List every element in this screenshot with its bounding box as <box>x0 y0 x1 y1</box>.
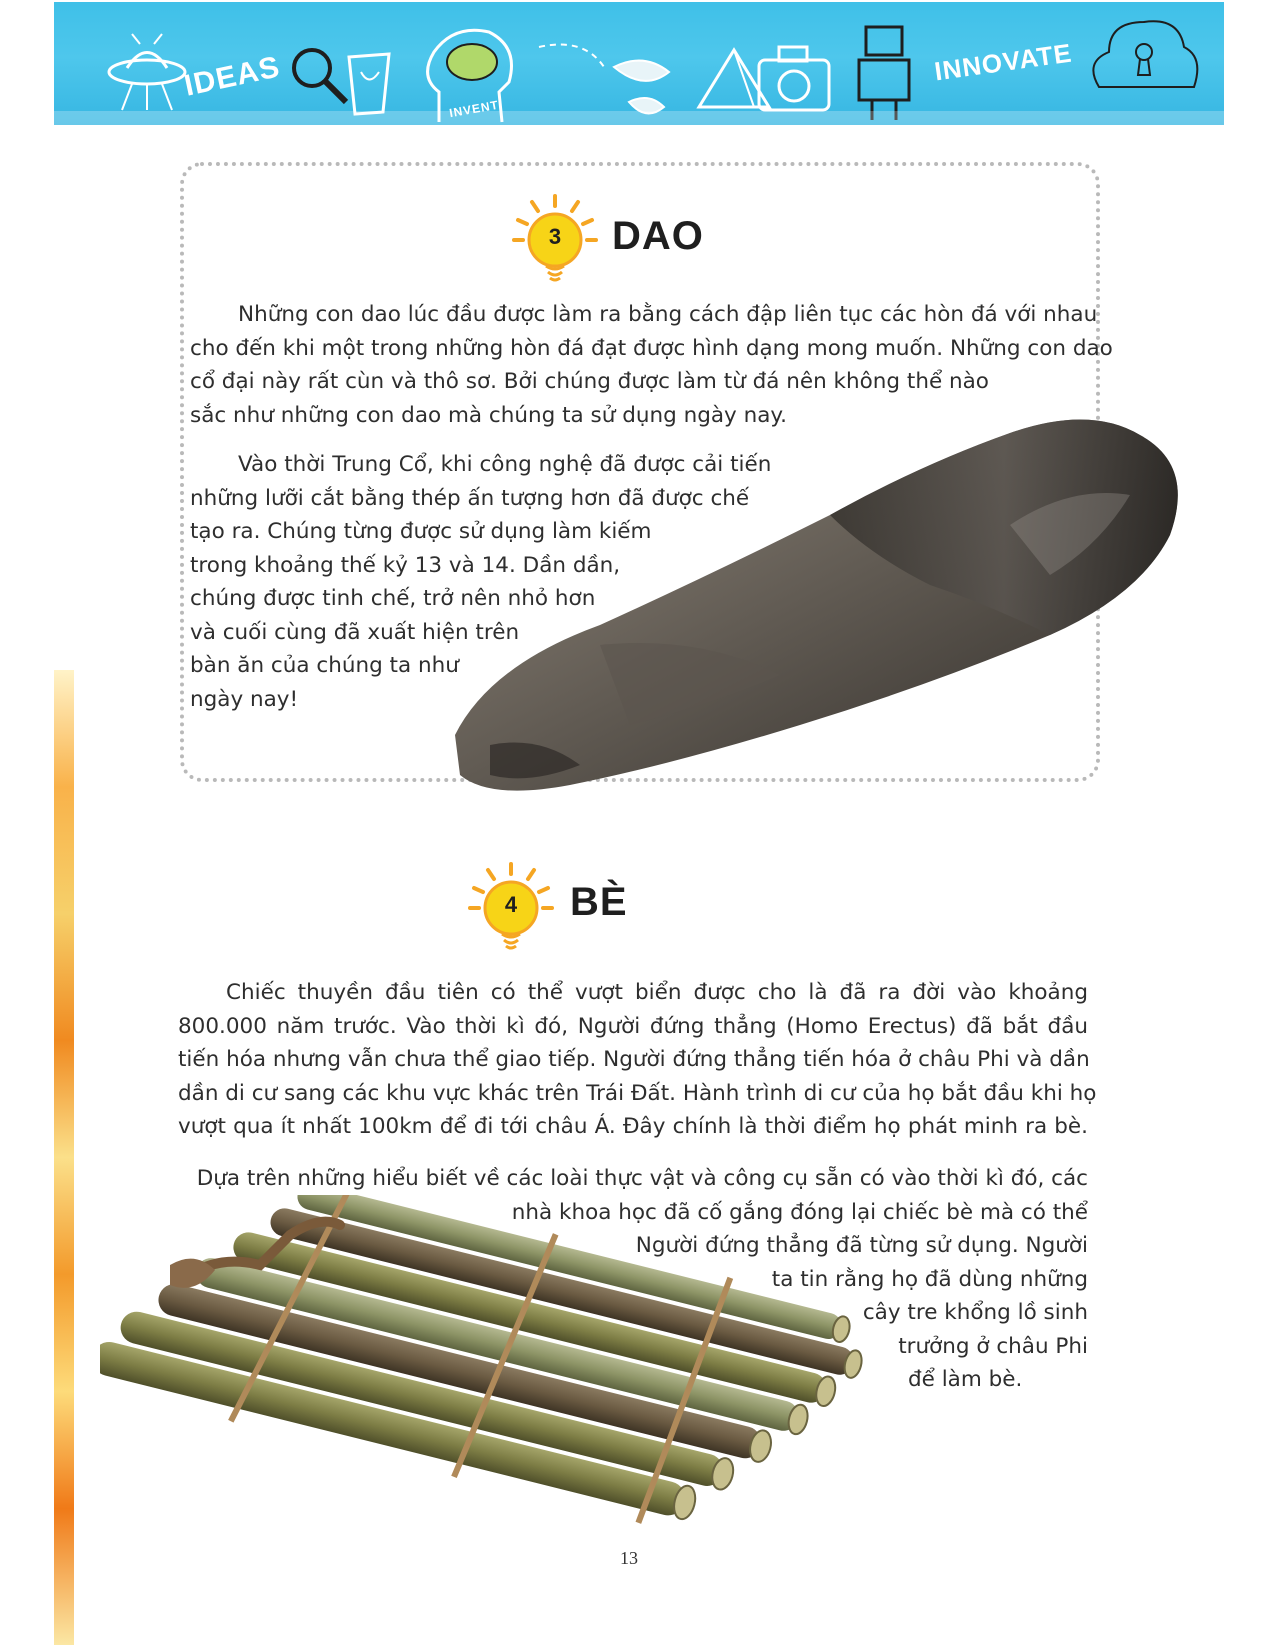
ufo-icon <box>102 32 192 112</box>
header-banner <box>54 2 1224 125</box>
text-line: trong khoảng thế kỷ 13 và 14. Dần dần, <box>190 552 621 578</box>
text-line: bàn ăn của chúng ta như <box>190 653 459 678</box>
text-line: cây tre khổng lồ sinh <box>862 1300 1088 1325</box>
text-line: Người đứng thẳng đã từng sử dụng. Người <box>635 1233 1088 1258</box>
be-paragraph-1 <box>178 976 1097 1144</box>
text-line: 800.000 năm trước. Vào thời kì đó, Người đứng thẳng (Homo Erectus) đã bắt đầu <box>178 1013 1088 1039</box>
cloud-keyhole-icon <box>1084 7 1204 107</box>
text-line: tiến hóa nhưng vẫn chưa thể giao tiếp. Người đứng thẳng tiến hóa ở châu Phi và dần <box>178 1047 1090 1072</box>
text-line: nhà khoa học đã cố gắng đóng lại chiếc bè mà có thể <box>511 1199 1088 1225</box>
section-title-be: BÈ <box>570 880 628 924</box>
banner-word-innovate: INNOVATE <box>932 37 1074 87</box>
text-line: cổ đại này rất cùn và thô sơ. Bởi chúng được làm từ đá nên không thể nào <box>190 369 989 394</box>
stone-knife-image <box>450 405 1195 815</box>
text-line: Dựa trên những hiểu biết về các loài thực vật và công cụ sẵn có vào thời kì đó, các <box>196 1166 1088 1191</box>
text-line: Chiếc thuyền đầu tiên có thể vượt biển được cho là đã ra đời vào khoảng <box>226 980 1088 1005</box>
text-line: chúng được tinh chế, trở nên nhỏ hơn <box>190 586 596 611</box>
camera-icon <box>754 42 834 117</box>
text-line: Vào thời Trung Cổ, khi công nghệ đã được cải tiến <box>238 452 772 477</box>
section-title-dao: DAO <box>612 214 704 258</box>
bamboo-raft-image <box>100 1195 900 1565</box>
section-number-4: 4 <box>504 892 518 917</box>
text-line: tạo ra. Chúng từng được sử dụng làm kiếm <box>190 519 652 544</box>
leaf-icon <box>534 37 674 125</box>
banner-word-invent: INVENT <box>448 97 500 121</box>
text-line: ngày nay! <box>190 686 299 712</box>
banner-word-ideas: IDEAS <box>181 50 283 103</box>
text-line: trưởng ở châu Phi <box>898 1333 1088 1359</box>
text-line: dần di cư sang các khu vực khác trên Trái Đất. Hành trình di cư của họ bắt đầu khi họ <box>178 1080 1097 1106</box>
robot-icon <box>844 22 924 122</box>
text-line: ta tin rằng họ đã dùng những <box>771 1266 1088 1292</box>
page-number: 13 <box>620 1548 638 1568</box>
section-number-3: 3 <box>548 224 562 249</box>
text-line: vượt qua ít nhất 100km để đi tới châu Á. Đây chính là thời điểm họ phát minh ra bè. <box>178 1114 1088 1139</box>
text-line: cho đến khi một trong những hòn đá đạt được hình dạng mong muốn. Những con dao <box>190 335 1113 361</box>
flame-border-strip <box>54 670 74 1645</box>
text-line: để làm bè. <box>908 1367 1023 1392</box>
cup-icon <box>339 42 399 117</box>
text-line: những lưỡi cắt bằng thép ấn tượng hơn đã được chế <box>190 485 750 511</box>
text-line: Những con dao lúc đầu được làm ra bằng cách đập liên tục các hòn đá với nhau <box>238 302 1098 327</box>
text-line: sắc như những con dao mà chúng ta sử dụng ngày nay. <box>190 402 787 428</box>
text-line: và cuối cùng đã xuất hiện trên <box>190 619 520 645</box>
